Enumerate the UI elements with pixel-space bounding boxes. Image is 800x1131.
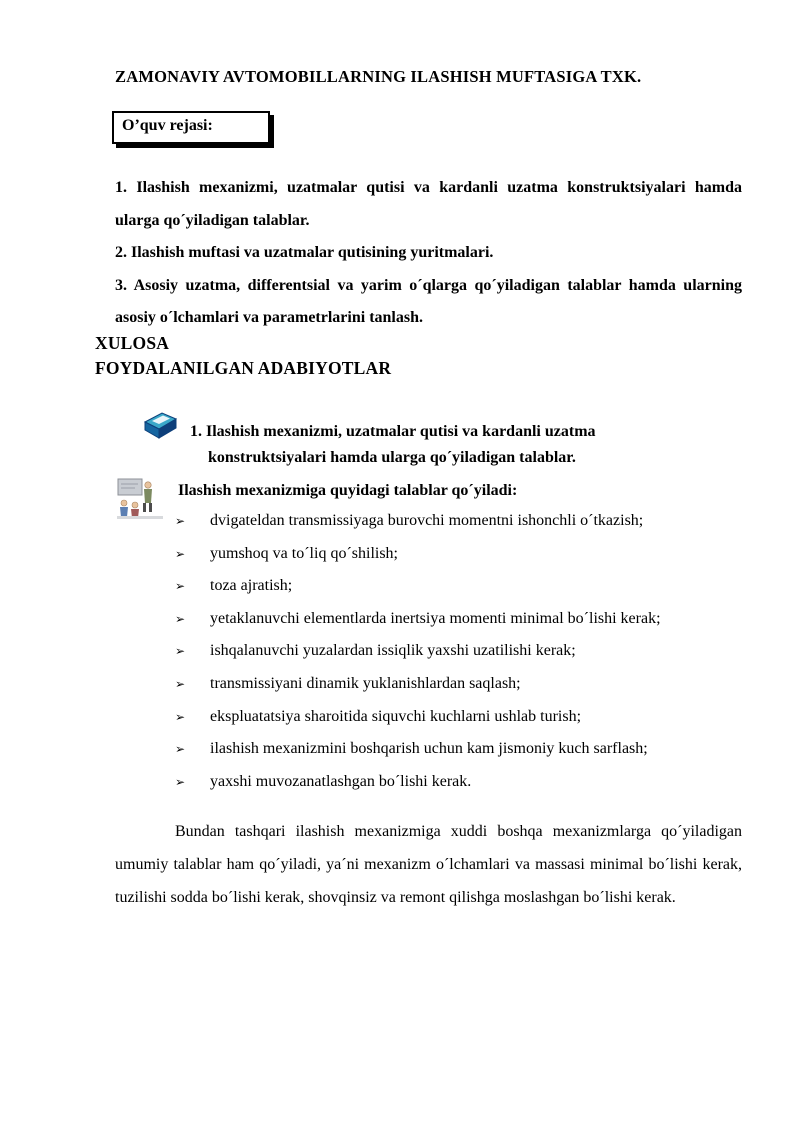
list-item (175, 603, 745, 636)
document-title: ZAMONAVIY AVTOMOBILLARNING ILASHISH MUFTASIGA TXK. (115, 67, 642, 86)
section-heading-line1: 1. Ilashish mexanizmi, uzatmalar qutisi va kardanli uzatma (190, 423, 596, 440)
plan-item: 3. Asosiy uzatma, differentsial va yarim o´qlarga qo´yiladigan talablar hamda ularning asosiy o´lchamlari va parametrlarini tanlash. (115, 276, 742, 326)
requirement-text: yetaklanuvchi elementlarda inertsiya momenti minimal bo´lishi kerak; (210, 609, 661, 627)
list-item (175, 570, 745, 603)
arrow-bullet-icon: ➢ (175, 546, 186, 561)
requirement-text: toza ajratish; (210, 577, 293, 595)
list-item (175, 505, 745, 538)
list-item (175, 538, 745, 571)
plan-list (115, 172, 742, 335)
arrow-bullet-icon: ➢ (175, 742, 186, 757)
arrow-bullet-icon: ➢ (175, 514, 186, 528)
arrow-bullet-icon: ➢ (175, 774, 186, 789)
requirement-text: transmissiyani dinamik yuklanishlardan saqlash; (210, 674, 521, 692)
plan-item: 2. Ilashish muftasi va uzatmalar qutisining yuritmalari. (115, 244, 494, 261)
arrow-bullet-icon: ➢ (175, 644, 186, 659)
requirement-text: yumshoq va to´liq qo´shilish; (210, 544, 398, 562)
requirement-text: yaxshi muvozanatlashgan bo´lishi kerak. (210, 772, 472, 790)
requirements-intro: Ilashish mexanizmiga quyidagi talablar qo´yiladi: (178, 482, 518, 499)
people-clipart (115, 477, 165, 521)
disk-icon (141, 409, 179, 441)
list-item (175, 635, 745, 668)
plan-box (112, 111, 270, 144)
closing-paragraph: Bundan tashqari ilashish mexanizmiga xuddi boshqa mexanizmlarga qo´yiladigan umumiy talablar ham qo´yiladi, ya´ni mexanizm o´lchamlari va massasi minimal bo´lishi kerak, tuzilishi sodda bo´lishi kerak, shovqinsiz va remont qilishga moslashgan bo´lishi kerak. (115, 823, 742, 906)
conclusion-headings (95, 331, 391, 381)
requirement-text: ilashish mexanizmini boshqarish uchun kam jismoniy kuch sarflash; (210, 740, 648, 758)
plan-item: 1. Ilashish mexanizmi, uzatmalar qutisi va kardanli uzatma konstruktsiyalari hamda ularga qo´yiladigan talablar. (115, 179, 742, 229)
requirement-text: ekspluatatsiya sharoitida siquvchi kuchlarni ushlab turish; (210, 707, 582, 725)
requirement-text: ishqalanuvchi yuzalardan issiqlik yaxshi uzatilishi kerak; (210, 642, 576, 660)
section-heading-line2: konstruktsiyalari hamda ularga qo´yiladigan talablar. (208, 449, 576, 466)
section-heading (190, 419, 695, 471)
list-item (175, 701, 745, 734)
arrow-bullet-icon: ➢ (175, 709, 186, 724)
arrow-bullet-icon: ➢ (175, 676, 186, 691)
arrow-bullet-icon: ➢ (175, 611, 186, 626)
list-item (175, 733, 745, 766)
plan-box-label: O’quv rejasi: (122, 117, 213, 134)
xulosa-heading: XULOSA (95, 333, 170, 353)
requirement-text: dvigateldan transmissiyaga burovchi momentni ishonchli o´tkazish; (210, 512, 644, 529)
requirements-list (175, 505, 745, 798)
arrow-bullet-icon: ➢ (175, 579, 186, 594)
list-item (175, 766, 745, 799)
list-item (175, 668, 745, 701)
adabiyotlar-heading: FOYDALANILGAN ADABIYOTLAR (95, 358, 392, 378)
